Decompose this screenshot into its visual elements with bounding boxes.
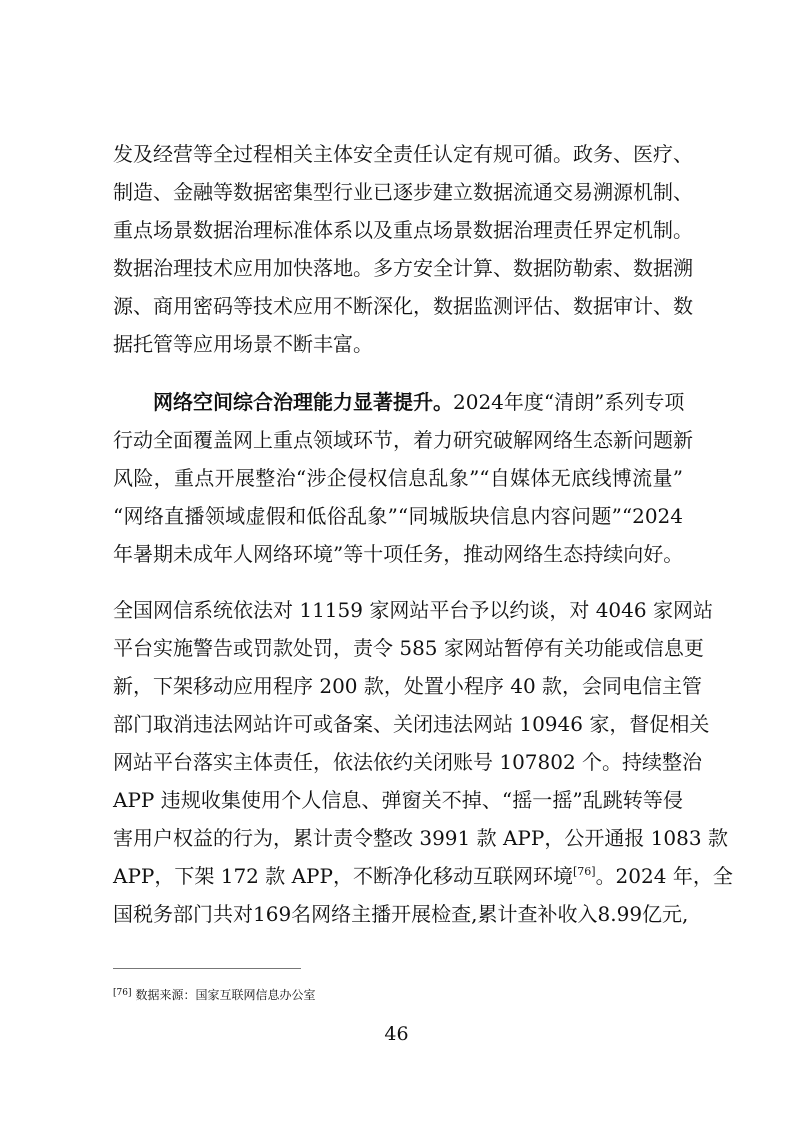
body-line: 行动全面覆盖网上重点领域环节，着力研究破解网络生态新问题新 xyxy=(113,428,693,452)
body-line: 新，下架移动应用程序 200 款，处置小程序 40 款，会同电信主管 xyxy=(113,674,703,698)
footnote-text: 数据来源：国家互联网信息办公室 xyxy=(135,988,316,1002)
body-line: 源、商用密码等技术应用不断深化，数据监测评估、数据审计、数 xyxy=(113,294,693,318)
footnote-reference[interactable]: [76] xyxy=(572,865,596,878)
body-line: “网络直播领域虚假和低俗乱象”“同城版块信息内容问题”“2024 xyxy=(113,504,683,528)
footnote-mark: [76] xyxy=(113,988,132,998)
page-number: 46 xyxy=(384,1023,409,1045)
paragraph-first-line xyxy=(153,387,683,417)
body-line: 风险，重点开展整治“涉企侵权信息乱象”“自媒体无底线博流量” xyxy=(113,466,683,490)
footnote-divider xyxy=(113,968,301,969)
body-line: 制造、金融等数据密集型行业已逐步建立数据流通交易溯源机制、 xyxy=(113,180,693,204)
body-line: 重点场景数据治理标准体系以及重点场景数据治理责任界定机制。 xyxy=(113,218,693,242)
paragraph-first-line-text: 2024年度“清朗”系列专项 xyxy=(453,390,685,414)
footnote xyxy=(113,985,316,1003)
body-line: 害用户权益的行为，累计责令整改 3991 款 APP，公开通报 1083 款 xyxy=(113,826,728,850)
body-line: 发及经营等全过程相关主体安全责任认定有规可循。政务、医疗、 xyxy=(113,142,693,166)
body-line: 年暑期未成年人网络环境”等十项任务，推动网络生态持续向好。 xyxy=(113,542,684,566)
body-line: 部门取消违法网站许可或备案、关闭违法网站 10946 家，督促相关 xyxy=(113,712,710,736)
body-line-text: 。2024 年，全 xyxy=(595,864,733,888)
paragraph-heading: 网络空间综合治理能力显著提升。 xyxy=(153,390,453,414)
body-line: 平台实施警告或罚款处罚，责令 585 家网站暂停有关功能或信息更 xyxy=(113,636,704,660)
body-line: 网站平台落实主体责任，依法依约关闭账号 107802 个。持续整治 xyxy=(113,750,703,774)
body-line: APP 违规收集使用个人信息、弹窗关不掉、“摇一摇”乱跳转等侵 xyxy=(113,788,683,812)
body-line-with-reference xyxy=(113,861,733,891)
body-line: 数据治理技术应用加快落地。多方安全计算、数据防勒索、数据溯 xyxy=(113,256,693,280)
body-line: 全国网信系统依法对 11159 家网站平台予以约谈，对 4046 家网站 xyxy=(113,598,713,622)
body-line-text: APP，下架 172 款 APP，不断净化移动互联网环境 xyxy=(113,864,573,888)
body-line: 据托管等应用场景不断丰富。 xyxy=(113,332,373,356)
body-line: 国税务部门共对169名网络主播开展检查,累计查补收入8.99亿元, xyxy=(113,902,689,926)
